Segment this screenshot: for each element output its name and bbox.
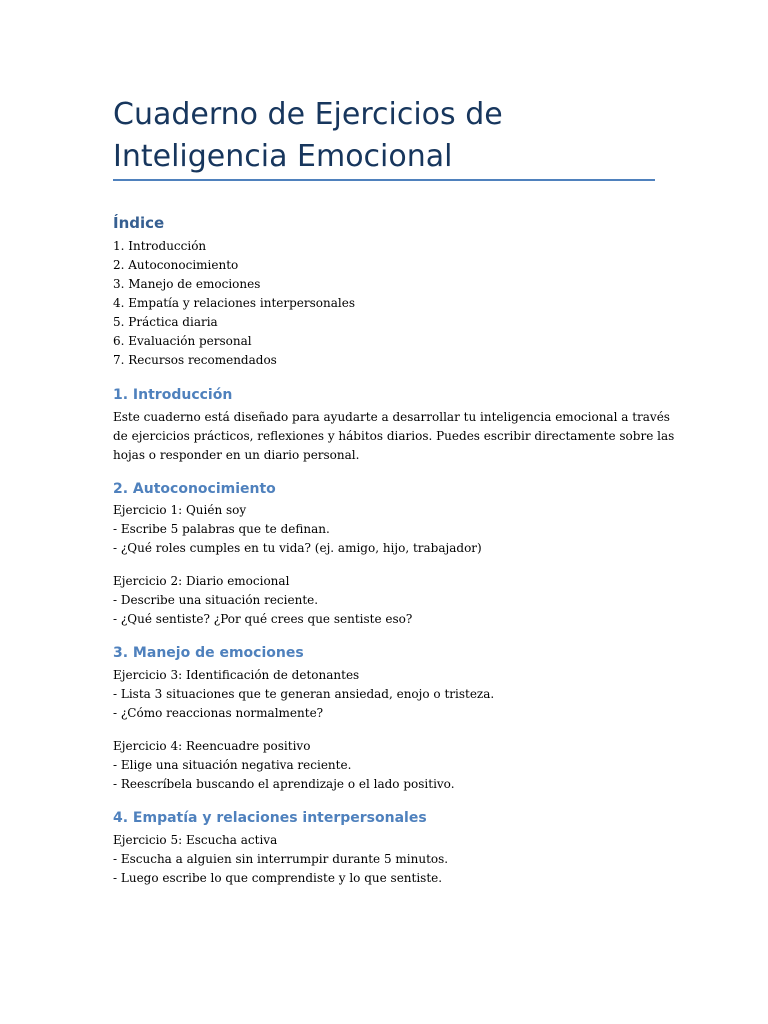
index-item: 2. Autoconocimiento	[113, 258, 239, 272]
section-heading-empatia: 4. Empatía y relaciones interpersonales	[113, 810, 427, 826]
exercise-3	[113, 666, 673, 723]
exercise-step: - Escribe 5 palabras que te definan.	[113, 522, 330, 536]
paragraph-line: de ejercicios prácticos, reflexiones y hábitos diarios. Puedes escribir directamente sobre las	[113, 429, 675, 443]
exercise-5	[113, 831, 673, 888]
index-item: 5. Práctica diaria	[113, 315, 218, 329]
exercise-step: - ¿Cómo reaccionas normalmente?	[113, 706, 324, 720]
exercise-step: - Elige una situación negativa reciente.	[113, 758, 352, 772]
index-list	[113, 237, 673, 370]
title-divider	[113, 179, 655, 181]
index-heading: Índice	[113, 214, 165, 232]
exercise-4	[113, 737, 673, 794]
exercise-step: - ¿Qué sentiste? ¿Por qué crees que sentiste eso?	[113, 612, 413, 626]
section-paragraph-introduccion	[113, 408, 673, 465]
index-item: 3. Manejo de emociones	[113, 277, 261, 291]
paragraph-line: Este cuaderno está diseñado para ayudarte a desarrollar tu inteligencia emocional a través	[113, 410, 670, 424]
exercise-title: Ejercicio 3: Identificación de detonantes	[113, 668, 360, 682]
exercise-2	[113, 572, 673, 629]
exercise-step: - Luego escribe lo que comprendiste y lo que sentiste.	[113, 871, 443, 885]
exercise-step: - ¿Qué roles cumples en tu vida? (ej. amigo, hijo, trabajador)	[113, 541, 482, 555]
index-item: 6. Evaluación personal	[113, 334, 252, 348]
exercise-title: Ejercicio 4: Reencuadre positivo	[113, 739, 311, 753]
exercise-1	[113, 501, 673, 558]
index-item: 4. Empatía y relaciones interpersonales	[113, 296, 355, 310]
section-heading-autoconocimiento: 2. Autoconocimiento	[113, 481, 276, 497]
exercise-step: - Lista 3 situaciones que te generan ansiedad, enojo o tristeza.	[113, 687, 495, 701]
exercise-step: - Reescríbela buscando el aprendizaje o el lado positivo.	[113, 777, 455, 791]
exercise-step: - Describe una situación reciente.	[113, 593, 319, 607]
paragraph-line: hojas o responder en un diario personal.	[113, 448, 360, 462]
exercise-step: - Escucha a alguien sin interrumpir durante 5 minutos.	[113, 852, 449, 866]
section-heading-introduccion: 1. Introducción	[113, 387, 233, 403]
document-title: Cuaderno de Ejercicios de Inteligencia Emocional	[113, 97, 503, 174]
index-item: 1. Introducción	[113, 239, 207, 253]
exercise-title: Ejercicio 1: Quién soy	[113, 503, 247, 517]
exercise-title: Ejercicio 5: Escucha activa	[113, 833, 278, 847]
section-heading-manejo-de-emociones: 3. Manejo de emociones	[113, 645, 304, 661]
exercise-title: Ejercicio 2: Diario emocional	[113, 574, 290, 588]
index-item: 7. Recursos recomendados	[113, 353, 277, 367]
